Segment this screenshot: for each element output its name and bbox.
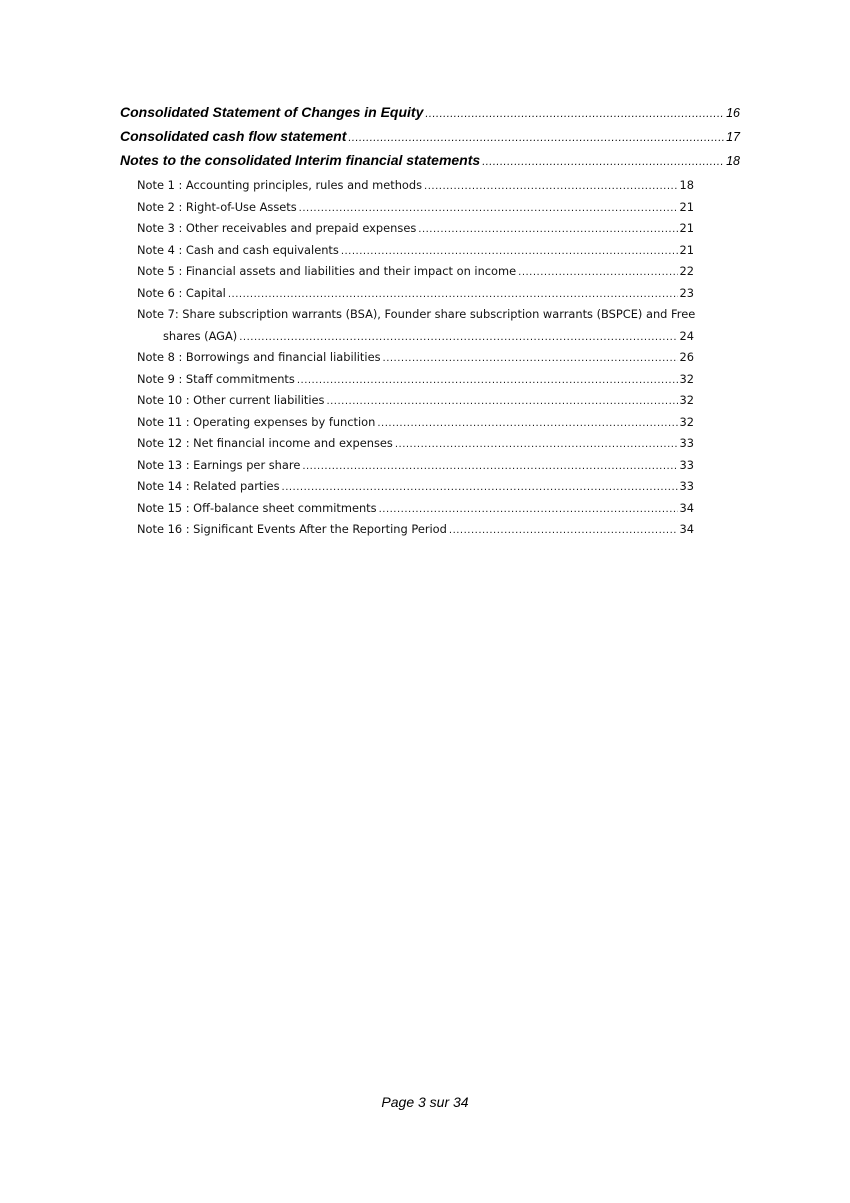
- dot-leader: [297, 370, 678, 392]
- toc-note-page: 18: [679, 178, 694, 192]
- toc-note-title: Note 2 : Right-of-Use Assets: [137, 199, 297, 214]
- toc-note-8[interactable]: [137, 347, 694, 369]
- toc-note-3[interactable]: [137, 218, 694, 240]
- toc-note-page: 32: [679, 414, 694, 429]
- toc-note-6[interactable]: [137, 283, 694, 305]
- toc-note-page: 21: [679, 242, 694, 257]
- dot-leader: [379, 499, 678, 521]
- toc-entry-notes[interactable]: [120, 148, 740, 172]
- toc-note-4[interactable]: [137, 240, 694, 262]
- toc-note-page: 23: [679, 285, 694, 300]
- dot-leader: [395, 434, 678, 456]
- dot-leader: [449, 520, 678, 542]
- dot-leader: [341, 241, 678, 263]
- dot-leader: [418, 219, 677, 241]
- toc-note-title: Note 4 : Cash and cash equivalents: [137, 242, 339, 257]
- dot-leader: [326, 391, 677, 413]
- toc-note-1[interactable]: [137, 175, 694, 197]
- toc-note-page: 33: [679, 457, 694, 472]
- toc-note-title: Note 10 : Other current liabilities: [137, 393, 325, 407]
- toc-note-page: 34: [679, 522, 694, 536]
- page-number-footer: Page 3 sur 34: [381, 1094, 469, 1110]
- toc-note-title: Note 16 : Significant Events After the Reporting Period: [137, 522, 447, 536]
- dot-leader: [425, 102, 724, 126]
- toc-note-title: Note 8 : Borrowings and financial liabilities: [137, 350, 381, 364]
- toc-note-title: Note 15 : Off-balance sheet commitments: [137, 500, 377, 515]
- toc-note-title: Note 1 : Accounting principles, rules and methods: [137, 178, 423, 192]
- toc-note-2[interactable]: [137, 197, 694, 219]
- toc-note-title: Note 14 : Related parties: [137, 479, 280, 493]
- toc-entry-cash-flow[interactable]: [120, 124, 740, 148]
- toc-note-page: 24: [679, 328, 694, 343]
- dot-leader: [228, 284, 678, 306]
- toc-note-5[interactable]: [137, 261, 694, 283]
- dot-leader: [282, 477, 678, 499]
- dot-leader: [482, 150, 724, 174]
- toc-entry-title: Notes to the consolidated Interim financial statements: [120, 152, 481, 168]
- dot-leader: [424, 176, 677, 198]
- toc-note-page: 32: [679, 393, 694, 407]
- toc-note-7[interactable]: [137, 304, 697, 347]
- toc-note-11[interactable]: [137, 412, 694, 434]
- toc-note-title: Note 5 : Financial assets and liabilities and their impact on income: [137, 264, 517, 278]
- toc-note-page: 21: [679, 199, 694, 214]
- dot-leader: [377, 413, 677, 435]
- dot-leader: [239, 327, 677, 349]
- toc-note-page: 22: [679, 264, 694, 278]
- toc-note-14[interactable]: [137, 476, 694, 498]
- toc-note-page: 26: [679, 350, 694, 364]
- toc-note-16[interactable]: [137, 519, 694, 541]
- toc-note-title: Note 13 : Earnings per share: [137, 457, 301, 472]
- toc-note-9[interactable]: [137, 369, 694, 391]
- toc-entry-page: 16: [726, 106, 740, 120]
- toc-note-page: 34: [679, 500, 694, 515]
- toc-entry-changes-in-equity[interactable]: [120, 100, 740, 124]
- toc-note-title: Note 9 : Staff commitments: [137, 371, 295, 386]
- toc-note-page: 32: [679, 371, 694, 386]
- toc-note-title: Note 6 : Capital: [137, 285, 226, 300]
- toc-note-15[interactable]: [137, 498, 694, 520]
- toc-note-title: Note 3 : Other receivables and prepaid expenses: [137, 221, 417, 235]
- dot-leader: [348, 126, 724, 150]
- toc-note-10[interactable]: [137, 390, 694, 412]
- toc-note-page: 33: [679, 479, 694, 493]
- toc-note-page: 33: [679, 436, 694, 450]
- dot-leader: [383, 348, 678, 370]
- dot-leader: [299, 198, 678, 220]
- toc-entry-title: Consolidated Statement of Changes in Equity: [120, 104, 424, 120]
- table-of-contents: [120, 100, 740, 541]
- toc-entry-page: 18: [726, 154, 740, 168]
- toc-note-title: Note 12 : Net financial income and expenses: [137, 436, 393, 450]
- toc-note-title-line-2: shares (AGA): [163, 328, 238, 343]
- toc-note-page: 21: [679, 221, 694, 235]
- toc-entry-title: Consolidated cash flow statement: [120, 128, 347, 144]
- toc-note-13[interactable]: [137, 455, 694, 477]
- dot-leader: [302, 456, 677, 478]
- toc-note-12[interactable]: [137, 433, 694, 455]
- dot-leader: [518, 262, 677, 284]
- toc-entry-page: 17: [726, 130, 740, 144]
- toc-note-title: Note 11 : Operating expenses by function: [137, 414, 376, 429]
- toc-note-title-line-1: Note 7: Share subscription warrants (BSA), Founder share subscription warrants (BSPCE) and Free: [137, 307, 696, 321]
